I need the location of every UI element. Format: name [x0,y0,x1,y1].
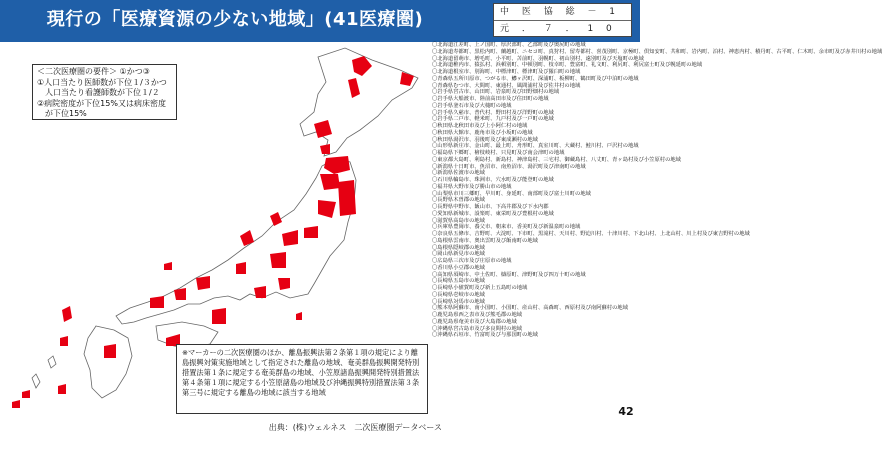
area-list-item: 〇山梨県市川三郷町、早川町、身延町、南部町及び富士川町の地域 [432,190,591,197]
region-miyako [22,390,30,398]
area-list-item: 〇青森県むつ市、大間町、東通村、風間浦村及び佐井村の地域 [432,82,581,89]
region-ishigaki [12,400,20,408]
requirements-heading: ＜二次医療圏の要件＞ ①かつ③ [37,67,150,76]
area-list-item: 〇北海道根室市、別海町、中標津町、標津町及び羅臼町の地域 [432,69,581,75]
area-list-item: 〇秋田県北秋田市及び上小阿仁村の地域 [432,123,528,129]
area-list-item: 〇秋田県湯沢市、羽後町及び東成瀬村の地域 [432,136,538,143]
area-list-item: 〇秋田県大館市、鹿角市及び小坂町の地域 [432,129,533,136]
area-list-item: 〇長野県木曽郡の地域 [432,197,485,204]
area-list-item: 〇岩手県二戸市、軽米町、九戸村及び一戸町の地域 [432,116,554,123]
area-list-item: 〇沖縄県石垣市、竹富町及び与那国町の地域 [432,332,538,339]
region-hokkaido-esashi [320,144,330,154]
requirements-box [32,64,177,120]
area-list-item: 〇岩手県大船渡市、陸前高田市及び住田町の地域 [432,96,549,102]
region-fukui [236,262,246,274]
area-list-item: 〇岩手県釜石市及び大槌町の地域 [432,102,512,109]
okinawa-shape [32,374,40,388]
area-list-item: 〇青森県五所川原市、つがる市、鰺ヶ沢町、深浦町、板柳町、鶴田町及び中泊町の地域 [432,75,639,82]
region-hyogo [196,276,210,290]
area-list-item: 〇山形県新庄市、金山町、最上町、舟形町、真室川町、大蔵村、鮭川村、戸沢村の地域 [432,143,639,150]
island-shape [48,356,56,368]
area-list-item: 〇滋賀県高島市の地域 [432,217,485,224]
region-aichi [254,286,266,298]
area-list-item: 〇島根県隠岐郡の地域 [432,244,485,251]
area-list-item: 〇新潟県佐渡市の地域 [432,170,485,177]
area-list-item: 〇石川県輪島市、珠洲市、穴水町及び能登町の地域 [432,177,554,183]
requirement-line: 人口当たり看護師数が下位１/２ [37,88,160,97]
region-tsushima [62,306,72,322]
area-list-item: 〇愛知県新城市、設楽町、東栄町及び豊根村の地域 [432,210,554,217]
area-list-item: 〇長崎県小値賀町及び新上五島町の地域 [432,285,528,291]
area-list-item: 〇熊本県阿蘇市、南小国町、小国町、産山村、高森町、西原村及び南阿蘇村の地域 [432,305,628,312]
area-list-item: 〇奈良県五條市、吉野町、大淀町、下市町、黒滝村、天川村、野迫川村、十津川村、下北山村、上北山村、川上村及び東吉野村の地域 [432,231,750,237]
area-list-item: 〇東京都大島町、利島村、新島村、神津島村、三宅村、御蔵島村、八丈町、青ヶ島村及び小笠原村の地域 [432,156,681,163]
area-list-item: 〇長崎県壱岐市の地域 [432,291,485,298]
area-list-item: 〇香川県小豆郡の地域 [432,264,485,271]
region-kumamoto [104,344,116,358]
area-list-item: 〇福島県下郷町、檜枝岐村、只見町及び南会津町の地域 [432,150,565,156]
area-list-item: 〇新潟県十日町市、魚沼市、南魚沼市、湯沢町及び津南町の地域 [432,163,586,170]
page-title: 現行の「医療資源の少ない地域」(41医療圏) [46,9,424,30]
area-list-item: 〇岡山県新見市の地域 [432,251,485,258]
area-list-item: 〇沖縄県宮古島市及び多良間村の地域 [432,325,523,332]
requirement-line: ①人口当たり医師数が下位１/３かつ [37,77,167,87]
region-oki [164,262,172,270]
document-id-row: 中 医 協 総 － 1 [500,7,621,17]
area-list-item: 〇北海道江差町、上ノ国町、厚沢部町、乙部町及び奥尻町の地域 [432,42,586,48]
note-box: ※マーカーの二次医療圏のほか、離島振興法第２条第１項の規定により離島振興対策実施地域として指定された離島の地域、奄美群島振興開発特別措置法第１条に規定する奄美群島の地域、小笠原諸島振興開発特別措置法第４条第１項に規定する小笠原諸島の地域及び沖縄振興特別措置法第３条第三号に規定する離島の地域に該当する地域 [176,344,428,414]
document-date-row: 元 ． ７ ． 1 0 [494,20,631,37]
area-list-item: 〇福井県大野市及び勝山市の地域 [432,183,512,190]
area-list-item: 〇岩手県久慈市、普代村、野田村及び洋野町の地域 [432,109,554,116]
area-list-item: 〇長崎県対馬市の地域 [432,298,485,305]
kyushu-shape [84,326,132,398]
region-iwate [338,180,356,216]
region-nagano [270,252,286,268]
region-nara [212,308,226,324]
page-number: 42 [618,405,634,418]
area-list-item: 〇岩手県宮古市、山田町、岩泉町及び田野畑村の地域 [432,89,560,96]
area-list-item: 〇長崎県五島市の地域 [432,278,485,285]
region-fukushima [304,226,318,238]
region-izu [296,312,302,320]
region-okayama [174,288,186,300]
area-list-item: 〇鹿児島県奄美市及び大島郡の地域 [432,318,517,325]
area-list-item: 〇北海道留萌市、増毛町、小平町、苫前町、羽幌町、初山別村、遠別町及び天塩町の地域 [432,55,644,62]
region-yamanashi [278,278,290,290]
region-amami [58,384,66,394]
area-list-item: 〇北海道寿都町、黒松内町、蘭越町、ニセコ町、真狩村、留寿都村、喜茂別町、京極町、倶知安町、共和町、岩内町、泊村、神恵内村、積丹町、古平町、仁木町、余市町及び赤井川村の地域 [432,48,882,55]
document-id-box [493,3,632,37]
area-list-item: 〇広島県三次市及び庄原市の地域 [432,258,512,264]
area-list-item: 〇兵庫県豊岡市、養父市、朝来市、香美町及び新温泉町の地域 [432,224,581,231]
area-list-item: 〇島根県雲南市、奥出雲町及び飯南町の地域 [432,237,538,244]
area-list-item: 〇高知県須崎市、中土佐町、檮原町、津野町及び四万十町の地域 [432,271,586,278]
area-list-item: 〇北海道稚内市、猿払村、浜頓別町、中頓別町、枝幸町、豊富町、礼文町、利尻町、利尻富士町及び幌延町の地域 [432,62,703,69]
title-banner [0,0,640,42]
region-hiroshima [150,296,164,308]
source-credit: 出典：(株)ウェルネス 二次医療圏データベース [268,423,442,432]
requirement-line: が下位15% [37,109,87,118]
area-list-item: 〇長野県中野市、飯山市、下高井郡及び下水内郡 [432,204,549,210]
area-list-item: 〇鹿児島県西之表市及び熊毛郡の地域 [432,312,523,318]
region-goto [60,336,68,346]
requirement-line: ②病院密度が下位15%又は病床密度 [37,98,166,108]
